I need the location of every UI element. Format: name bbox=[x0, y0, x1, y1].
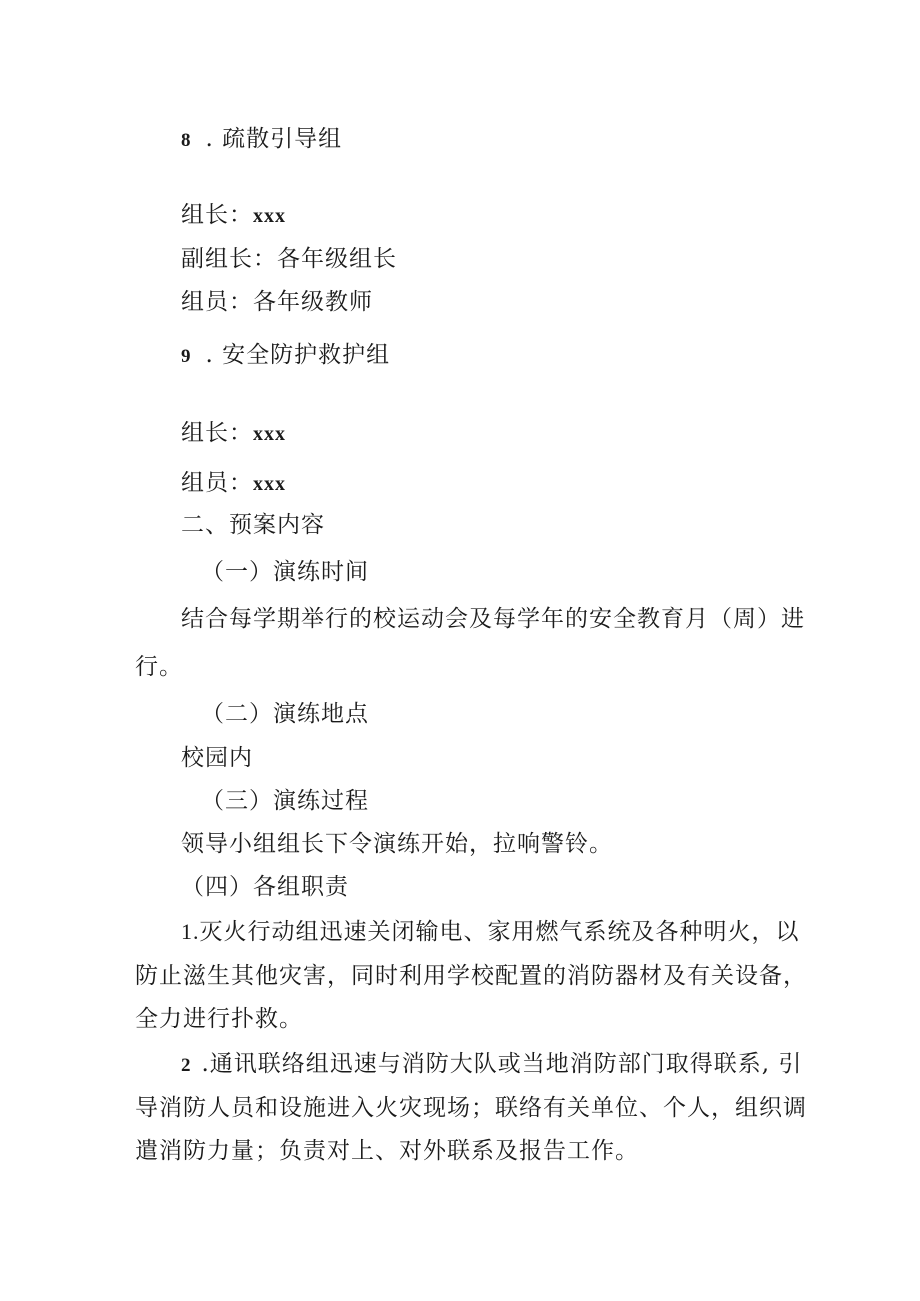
duty-heading: （四）各组职责 bbox=[181, 874, 349, 900]
section-9-heading bbox=[181, 340, 390, 372]
leader-label: 组长： bbox=[181, 202, 253, 228]
plan-heading: 二、预案内容 bbox=[181, 512, 325, 538]
place-text: 校园内 bbox=[181, 745, 253, 771]
duty-2-line-3: 遣消防力量；负责对上、对外联系及报告工作。 bbox=[135, 1138, 639, 1164]
duty-number: 1. bbox=[181, 919, 200, 944]
members-value: 各年级教师 bbox=[253, 289, 373, 315]
duty-1-line-2: 防止滋生其他灾害，同时利用学校配置的消防器材及有关设备， bbox=[135, 963, 807, 989]
process-heading: （三）演练过程 bbox=[201, 788, 369, 814]
deputy-value: 各年级组长 bbox=[277, 246, 397, 272]
process-text: 领导小组组长下令演练开始，拉响警铃。 bbox=[181, 831, 613, 857]
section-number: 9 bbox=[181, 346, 192, 367]
leader-label: 组长： bbox=[181, 420, 253, 446]
duty-1-line-1 bbox=[181, 917, 800, 947]
section-title: . 疏散引导组 bbox=[205, 126, 343, 152]
deputy-label: 副组长： bbox=[181, 246, 277, 272]
leader-value: xxx bbox=[253, 205, 286, 227]
duty-text: 灭火行动组迅速关闭输电、家用燃气系统及各种明火，以 bbox=[199, 919, 800, 945]
section-8-heading bbox=[181, 124, 342, 156]
s8-leader-line bbox=[181, 200, 286, 231]
s8-deputy-line bbox=[181, 244, 397, 274]
duty-2-line-2: 导消防人员和设施进入火灾现场；联络有关单位、个人，组织调 bbox=[135, 1095, 807, 1121]
members-value: xxx bbox=[253, 473, 286, 495]
section-title: . 安全防护救护组 bbox=[205, 342, 391, 368]
duty-2-line-1 bbox=[181, 1049, 802, 1081]
s9-members-line bbox=[181, 468, 286, 499]
members-label: 组员： bbox=[181, 289, 253, 315]
s9-leader-line bbox=[181, 418, 286, 449]
time-text-line-2: 行。 bbox=[135, 654, 183, 680]
section-number: 8 bbox=[181, 130, 192, 151]
time-text-line-1: 结合每学期举行的校运动会及每学年的安全教育月（周）进 bbox=[181, 606, 805, 632]
time-heading: （一）演练时间 bbox=[201, 559, 369, 585]
duty-text: .通讯联络组迅速与消防大队或当地消防部门取得联系, 引 bbox=[201, 1051, 803, 1077]
members-label: 组员： bbox=[181, 470, 253, 496]
leader-value: xxx bbox=[253, 423, 286, 445]
duty-1-line-3: 全力进行扑救。 bbox=[135, 1006, 303, 1032]
place-heading: （二）演练地点 bbox=[201, 701, 369, 727]
s8-members-line bbox=[181, 287, 373, 317]
duty-number: 2 bbox=[181, 1055, 192, 1076]
